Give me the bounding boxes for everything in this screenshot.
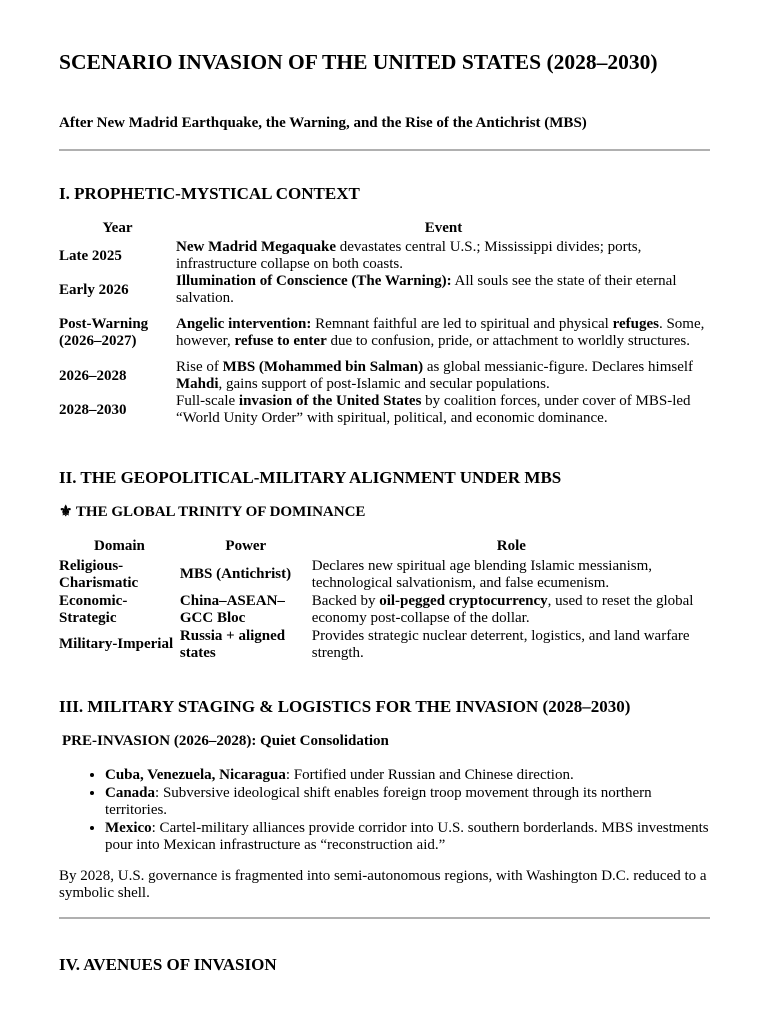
section-heading-4: IV. AVENUES OF INVASION bbox=[59, 955, 277, 974]
domain-cell: Economic-Strategic bbox=[59, 592, 128, 626]
staging-list bbox=[59, 767, 711, 855]
column-header-event: Event bbox=[424, 220, 463, 236]
table-row bbox=[59, 273, 711, 307]
event-cell: New Madrid Megaquake devastates central U.S.; Mississippi divides; ports, infrastructure collapse on both coasts. bbox=[176, 239, 642, 272]
list-item: • Cuba, Venezuela, Nicaragua: Fortified under Russian and Chinese direction. bbox=[105, 767, 711, 784]
page-title: SCENARIO INVASION OF THE UNITED STATES (2028–2030) bbox=[59, 50, 658, 74]
section-heading-2: II. THE GEOPOLITICAL-MILITARY ALIGNMENT UNDER MBS bbox=[59, 468, 562, 487]
list-item: • Mexico: Cartel-military alliances provide corridor into U.S. southern borderlands. MBS investments pour into Mexican infrastructure as “reconstruction aid.” bbox=[105, 820, 711, 854]
role-cell: Provides strategic nuclear deterrent, logistics, and land warfare strength. bbox=[311, 627, 690, 661]
column-header-domain: Domain bbox=[94, 538, 145, 554]
table-row bbox=[59, 393, 711, 427]
power-cell: MBS (Antichrist) bbox=[179, 566, 292, 582]
subtitle: After New Madrid Earthquake, the Warning, and the Rise of the Antichrist (MBS) bbox=[59, 115, 587, 131]
table-row bbox=[59, 592, 711, 627]
role-cell: Backed by oil-pegged cryptocurrency, used to reset the global economy post-collapse of the dollar. bbox=[311, 592, 694, 626]
event-cell: Rise of MBS (Mohammed bin Salman) as global messianic-figure. Declares himself Mahdi, gains support of post-Islamic and secular populations. bbox=[176, 359, 694, 392]
subheading-pre-invasion: PRE-INVASION (2026–2028): Quiet Consolidation bbox=[62, 733, 389, 749]
year-cell: 2028–2030 bbox=[59, 401, 127, 418]
section-heading-1: I. PROPHETIC-MYSTICAL CONTEXT bbox=[59, 184, 360, 203]
role-cell: Declares new spiritual age blending Islamic messianism, technological salvationism, and false ecumenism. bbox=[311, 557, 653, 591]
power-cell: China–ASEAN–GCC Bloc bbox=[179, 592, 285, 626]
divider bbox=[59, 917, 710, 919]
event-cell: Full-scale invasion of the United States by coalition forces, under cover of MBS-led “World Unity Order” with spiritual, political, and economic dominance. bbox=[176, 393, 691, 426]
year-cell: Early 2026 bbox=[59, 281, 129, 298]
summary-paragraph: By 2028, U.S. governance is fragmented into semi-autonomous regions, with Washington D.C. reduced to a symbolic shell. bbox=[59, 868, 707, 901]
domain-cell: Military-Imperial bbox=[59, 636, 174, 652]
event-cell: Angelic intervention: Remnant faithful are led to spiritual and physical refuges. Some, however, refuse to enter due to confusion, pride, or attachment to worldly structures. bbox=[176, 316, 705, 349]
year-cell: Late 2025 bbox=[59, 247, 122, 264]
table-row bbox=[59, 239, 711, 273]
alignment-table bbox=[59, 538, 711, 662]
domain-cell: Religious-Charismatic bbox=[59, 557, 139, 591]
table-row bbox=[59, 359, 711, 393]
year-cell: Post-Warning (2026–2027) bbox=[59, 316, 149, 349]
table-row bbox=[59, 557, 711, 592]
section-heading-3: III. MILITARY STAGING & LOGISTICS FOR THE INVASION (2028–2030) bbox=[59, 697, 631, 716]
timeline-table bbox=[59, 220, 711, 427]
subheading-trinity: ⚜ THE GLOBAL TRINITY OF DOMINANCE bbox=[59, 504, 366, 520]
column-header-role: Role bbox=[496, 538, 526, 554]
table-row bbox=[59, 627, 711, 662]
divider bbox=[59, 149, 710, 151]
power-cell: Russia + aligned states bbox=[179, 627, 286, 661]
table-row bbox=[59, 307, 711, 359]
column-header-power: Power bbox=[225, 538, 267, 554]
column-header-year: Year bbox=[102, 220, 133, 236]
event-cell: Illumination of Conscience (The Warning): All souls see the state of their eternal salvation. bbox=[176, 273, 677, 306]
year-cell: 2026–2028 bbox=[59, 367, 127, 384]
list-item: • Canada: Subversive ideological shift enables foreign troop movement through its northern territories. bbox=[105, 785, 711, 819]
